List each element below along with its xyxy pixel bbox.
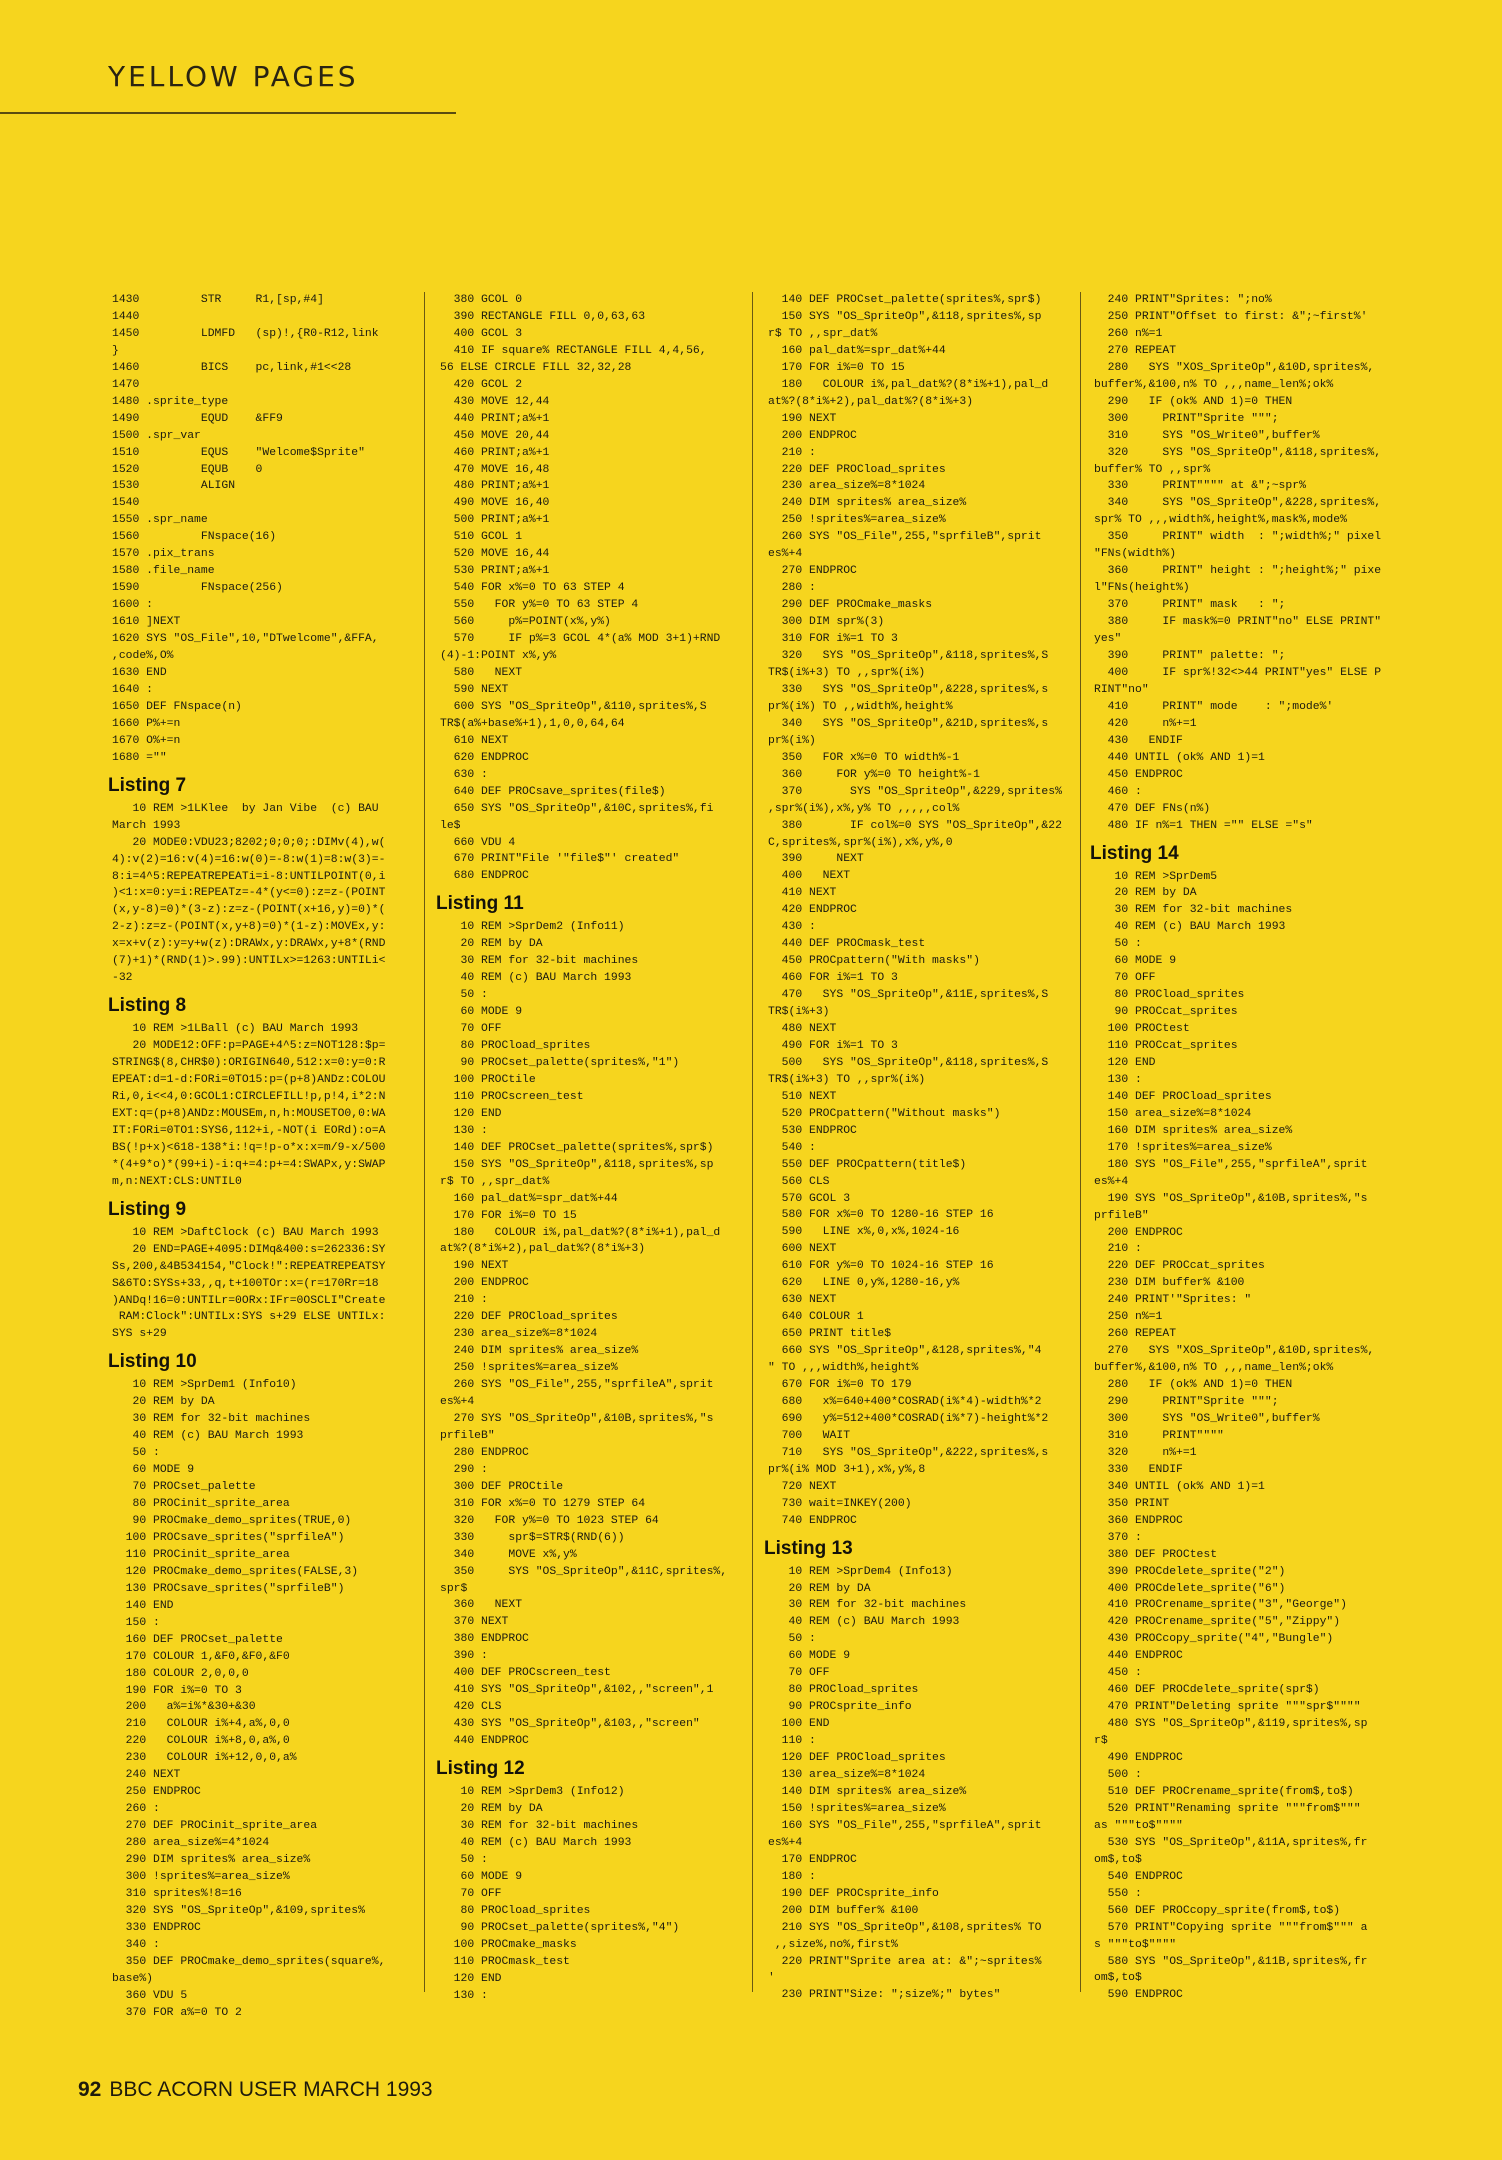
listing-column-1 bbox=[108, 292, 386, 2022]
column-divider-1 bbox=[424, 292, 425, 1992]
listing-heading: Listing 10 bbox=[108, 1351, 197, 1373]
listing-column-3 bbox=[764, 292, 1062, 2004]
code-listing: 380 GCOL 0 390 RECTANGLE FILL 0,0,63,63 400 GCOL 3 410 IF square% RECTANGLE FILL 4,4,56, 56 ELSE CIRCLE FILL 32,32,28 420 GCOL 2 430 MOVE 12,44 440 PRINT;a%+1 450 MOVE 20,44 460 PRINT;a%+1 470 MOVE 16,48 480 PRINT;a%+1 490 MOVE 16,40 500 PRINT;a%+1 510 GCOL 1 520 MOVE 16,44 530 PRINT;a%+1 540 FOR x%=0 TO 63 STEP 4 550 FOR y%=0 TO 63 STEP 4 560 p%=POINT(x%,y%) 570 IF p%=3 GCOL 4*(a% MOD 3+1)+RND (4)-1:POINT x%,y% 580 NEXT 590 NEXT 600 SYS "OS_SpriteOp",&110,sprites%,S TR$(a%+base%+1),1,0,0,64,64 610 NEXT 620 ENDPROC 630 : 640 DEF PROCsave_sprites(file$) 650 SYS "OS_SpriteOp",&10C,sprites%,fi le$ 660 VDU 4 670 PRINT"File '"file$"' created" 680 ENDPROC bbox=[440, 294, 721, 883]
code-listing: 1430 STR R1,[sp,#4] 1440 1450 LDMFD (sp)!,{R0-R12,link } 1460 BICS pc,link,#1<<28 1470 1480 .sprite_type 1490 EQUD &FF9 1500 .spr_var 1510 EQUS "Welcome$Sprite" 1520 EQUB 0 1530 ALIGN 1540 1550 .spr_name 1560 FNspace(16) 1570 .pix_trans 1580 .file_name 1590 FNspace(256) 1600 : 1610 ]NEXT 1620 SYS "OS_File",10,"DTwelcome",&FFA, ,code%,O% 1630 END 1640 : 1650 DEF FNspace(n) 1660 P%+=n 1670 O%+=n 1680 ="" bbox=[112, 294, 379, 764]
section-title: YELLOW PAGES bbox=[108, 60, 359, 93]
listing-heading: Listing 14 bbox=[1090, 842, 1179, 864]
listing-heading: Listing 9 bbox=[108, 1198, 187, 1220]
title-rule bbox=[0, 112, 456, 114]
listing-heading: Listing 7 bbox=[108, 774, 187, 796]
listing-column-2 bbox=[436, 292, 728, 2004]
code-listing: 10 REM >SprDem2 (Info11) 20 REM by DA 30 REM for 32-bit machines 40 REM (c) BAU March 1993 50 : 60 MODE 9 70 OFF 80 PROCload_sprites 90 PROCset_palette(sprites%,"1") 100 PROCtile 110 PROCscreen_test 120 END 130 : 140 DEF PROCset_palette(sprites%,spr$) 150 SYS "OS_SpriteOp",&118,sprites%,sp r$ TO ,,spr_dat% 160 pal_dat%=spr_dat%+44 170 FOR i%=0 TO 15 180 COLOUR i%,pal_dat%?(8*i%+1),pal_d at%?(8*i%+2),pal_dat%?(8*i%+3) 190 NEXT 200 ENDPROC 210 : 220 DEF PROCload_sprites 230 area_size%=8*1024 240 DIM sprites% area_size% 250 !sprites%=area_size% 260 SYS "OS_File",255,"sprfileA",sprit es%+4 270 SYS "OS_SpriteOp",&10B,sprites%,"s prfileB" 280 ENDPROC 290 : 300 DEF PROCtile 310 FOR x%=0 TO 1279 STEP 64 320 FOR y%=0 TO 1023 STEP 64 330 spr$=STR$(RND(6)) 340 MOVE x%,y% 350 SYS "OS_SpriteOp",&11C,sprites%, spr$ 360 NEXT 370 NEXT 380 ENDPROC 390 : 400 DEF PROCscreen_test 410 SYS "OS_SpriteOp",&102,,"screen",1 420 CLS 430 SYS "OS_SpriteOp",&103,,"screen" 440 ENDPROC bbox=[440, 921, 728, 1748]
code-listing: 10 REM >SprDem5 20 REM by DA 30 REM for 32-bit machines 40 REM (c) BAU March 1993 50 : 60 MODE 9 70 OFF 80 PROCload_sprites 90 PROCcat_sprites 100 PROCtest 110 PROCcat_sprites 120 END 130 : 140 DEF PROCload_sprites 150 area_size%=8*1024 160 DIM sprites% area_size% 170 !sprites%=area_size% 180 SYS "OS_File",255,"sprfileA",sprit es%+4 190 SYS "OS_SpriteOp",&10B,sprites%,"s prfileB" 200 ENDPROC 210 : 220 DEF PROCcat_sprites 230 DIM buffer% &100 240 PRINT'"Sprites: " 250 n%=1 260 REPEAT 270 SYS "XOS_SpriteOp",&10D,sprites%, buffer%,&100,n% TO ,,,name_len%;ok% 280 IF (ok% AND 1)=0 THEN 290 PRINT"Sprite """; 300 SYS "OS_Write0",buffer% 310 PRINT"""" 320 n%+=1 330 ENDIF 340 UNTIL (ok% AND 1)=1 350 PRINT 360 ENDPROC 370 : 380 DEF PROCtest 390 PROCdelete_sprite("2") 400 PROCdelete_sprite("6") 410 PROCrename_sprite("3","George") 420 PROCrename_sprite("5","Zippy") 430 PROCcopy_sprite("4","Bungle") 440 ENDPROC 450 : 460 DEF PROCdelete_sprite(spr$) 470 PRINT"Deleting sprite """spr$"""" 480 SYS "OS_SpriteOp",&119,sprites%,sp r$ 490 ENDPROC 500 : 510 DEF PROCrename_sprite(from$,to$) 520 PRINT"Renaming sprite """from$""" as """to$"""" 530 SYS "OS_SpriteOp",&11A,sprites%,fr om$,to$ 540 ENDPROC 550 : 560 DEF PROCcopy_sprite(from$,to$) 570 PRINT"Copying sprite """from$""" a s """to$"""" 580 SYS "OS_SpriteOp",&11B,sprites%,fr om$,to$ 590 ENDPROC bbox=[1094, 870, 1375, 2002]
page-number: 92 bbox=[78, 2078, 102, 2101]
column-divider-2 bbox=[752, 292, 753, 1992]
code-listing: 10 REM >SprDem4 (Info13) 20 REM by DA 30 REM for 32-bit machines 40 REM (c) BAU March 1993 50 : 60 MODE 9 70 OFF 80 PROCload_sprites 90 PROCsprite_info 100 END 110 : 120 DEF PROCload_sprites 130 area_size%=8*1024 140 DIM sprites% area_size% 150 !sprites%=area_size% 160 SYS "OS_File",255,"sprfileA",sprit es%+4 170 ENDPROC 180 : 190 DEF PROCsprite_info 200 DIM buffer% &100 210 SYS "OS_SpriteOp",&108,sprites% TO ,,size%,no%,first% 220 PRINT"Sprite area at: &";~sprites% ' 230 PRINT"Size: ";size%;" bytes" bbox=[768, 1565, 1042, 2002]
code-listing: 10 REM >1LBall (c) BAU March 1993 20 MODE12:OFF:p=PAGE+4^5:z=NOT128:$p= STRING$(8,CHR$0):ORIGIN640,512:x=0:y=0:R EPEAT:d=1-d:FORi=0TO15:p=(p+8)ANDz:COLOU Ri,0,i<<4,0:GCOL1:CIRCLEFILL!p,p!4,i*2:N EXT:q=(p+8)ANDz:MOUSEm,n,h:MOUSETO0,0:WA IT:FORi=0TO1:SYS6,112+i,-NOT(i EORd):o=A BS(!p+x)<618-138*i:!q=!p-o*x:x=m/9-x/500 *(4+9*o)*(99+i)-i:q+=4:p+=4:SWAPx,y:SWAP m,n:NEXT:CLS:UNTIL0 bbox=[112, 1023, 386, 1188]
publication-name: BBC ACORN USER MARCH 1993 bbox=[109, 2078, 433, 2101]
listing-heading: Listing 12 bbox=[436, 1758, 525, 1780]
listing-column-4 bbox=[1090, 292, 1382, 2004]
code-listing: 140 DEF PROCset_palette(sprites%,spr$) 150 SYS "OS_SpriteOp",&118,sprites%,sp r$ TO ,,spr_dat% 160 pal_dat%=spr_dat%+44 170 FOR i%=0 TO 15 180 COLOUR i%,pal_dat%?(8*i%+1),pal_d at%?(8*i%+2),pal_dat%?(8*i%+3) 190 NEXT 200 ENDPROC 210 : 220 DEF PROCload_sprites 230 area_size%=8*1024 240 DIM sprites% area_size% 250 !sprites%=area_size% 260 SYS "OS_File",255,"sprfileB",sprit es%+4 270 ENDPROC 280 : 290 DEF PROCmake_masks 300 DIM spr%(3) 310 FOR i%=1 TO 3 320 SYS "OS_SpriteOp",&118,sprites%,S TR$(i%+3) TO ,,spr%(i%) 330 SYS "OS_SpriteOp",&228,sprites%,s pr%(i%) TO ,,width%,height% 340 SYS "OS_SpriteOp",&21D,sprites%,s pr%(i%) 350 FOR x%=0 TO width%-1 360 FOR y%=0 TO height%-1 370 SYS "OS_SpriteOp",&229,sprites% ,spr%(i%),x%,y% TO ,,,,,col% 380 IF col%=0 SYS "OS_SpriteOp",&22 C,sprites%,spr%(i%),x%,y%,0 390 NEXT 400 NEXT 410 NEXT 420 ENDPROC 430 : 440 DEF PROCmask_test 450 PROCpattern("With masks") 460 FOR i%=1 TO 3 470 SYS "OS_SpriteOp",&11E,sprites%,S TR$(i%+3) 480 NEXT 490 FOR i%=1 TO 3 500 SYS "OS_SpriteOp",&118,sprites%,S TR$(i%+3) TO ,,spr%(i%) 510 NEXT 520 PROCpattern("Without masks") 530 ENDPROC 540 : 550 DEF PROCpattern(title$) 560 CLS 570 GCOL 3 580 FOR x%=0 TO 1280-16 STEP 16 590 LINE x%,0,x%,1024-16 600 NEXT 610 FOR y%=0 TO 1024-16 STEP 16 620 LINE 0,y%,1280-16,y% 630 NEXT 640 COLOUR 1 650 PRINT title$ 660 SYS "OS_SpriteOp",&128,sprites%,"4 " TO ,,,width%,height% 670 FOR i%=0 TO 179 680 x%=640+400*COSRAD(i%*4)-width%*2 690 y%=512+400*COSRAD(i%*7)-height%*2 700 WAIT 710 SYS "OS_SpriteOp",&222,sprites%,s pr%(i% MOD 3+1),x%,y%,8 720 NEXT 730 wait=INKEY(200) 740 ENDPROC bbox=[768, 294, 1062, 1527]
code-listing: 10 REM >SprDem3 (Info12) 20 REM by DA 30 REM for 32-bit machines 40 REM (c) BAU March 1993 50 : 60 MODE 9 70 OFF 80 PROCload_sprites 90 PROCset_palette(sprites%,"4") 100 PROCmake_masks 110 PROCmask_test 120 END 130 : bbox=[453, 1786, 680, 2002]
page-footer bbox=[78, 2078, 433, 2102]
code-listing: 10 REM >1LKlee by Jan Vibe (c) BAU March 1993 20 MODE0:VDU23;8202;0;0;0;:DIMv(4),w( 4):v(2)=16:v(4)=16:w(0)=-8:w(1)=8:w(3)=- 8:i=4^5:REPEATREPEATi=i-8:UNTILPOINT(0,i )<1:x=0:y=i:REPEATz=-4*(y<=0):z=z-(POINT (x,y-8)=0)*(3-z):z=z-(POINT(x+16,y)=0)*( 2-z):z=z-(POINT(x,y+8)=0)*(1-z):MOVEx,y: x=x+v(z):y=y+w(z):DRAWx,y:DRAWx,y+8*(RND (7)+1)*(RND(1)>.99):UNTILx>=1263:UNTILi< -32 bbox=[112, 802, 386, 985]
listing-heading: Listing 13 bbox=[764, 1537, 853, 1559]
code-listing: 240 PRINT"Sprites: ";no% 250 PRINT"Offset to first: &";~first%' 260 n%=1 270 REPEAT 280 SYS "XOS_SpriteOp",&10D,sprites%, buffer%,&100,n% TO ,,,name_len%;ok% 290 IF (ok% AND 1)=0 THEN 300 PRINT"Sprite """; 310 SYS "OS_Write0",buffer% 320 SYS "OS_SpriteOp",&118,sprites%, buffer% TO ,,spr% 330 PRINT"""" at &";~spr% 340 SYS "OS_SpriteOp",&228,sprites%, spr% TO ,,,width%,height%,mask%,mode% 350 PRINT" width : ";width%;" pixel "FNs(width%) 360 PRINT" height : ";height%;" pixe l"FNs(height%) 370 PRINT" mask : "; 380 IF mask%=0 PRINT"no" ELSE PRINT" yes" 390 PRINT" palette: "; 400 IF spr%!32<>44 PRINT"yes" ELSE P RINT"no" 410 PRINT" mode : ";mode%' 420 n%+=1 430 ENDIF 440 UNTIL (ok% AND 1)=1 450 ENDPROC 460 : 470 DEF FNs(n%) 480 IF n%=1 THEN ="" ELSE ="s" bbox=[1094, 294, 1382, 832]
code-listing: 10 REM >SprDem1 (Info10) 20 REM by DA 30 REM for 32-bit machines 40 REM (c) BAU March 1993 50 : 60 MODE 9 70 PROCset_palette 80 PROCinit_sprite_area 90 PROCmake_demo_sprites(TRUE,0) 100 PROCsave_sprites("sprfileA") 110 PROCinit_sprite_area 120 PROCmake_demo_sprites(FALSE,3) 130 PROCsave_sprites("sprfileB") 140 END 150 : 160 DEF PROCset_palette 170 COLOUR 1,&F0,&F0,&F0 180 COLOUR 2,0,0,0 190 FOR i%=0 TO 3 200 a%=i%*&30+&30 210 COLOUR i%+4,a%,0,0 220 COLOUR i%+8,0,a%,0 230 COLOUR i%+12,0,0,a% 240 NEXT 250 ENDPROC 260 : 270 DEF PROCinit_sprite_area 280 area_size%=4*1024 290 DIM sprites% area_size% 300 !sprites%=area_size% 310 sprites%!8=16 320 SYS "OS_SpriteOp",&109,sprites% 330 ENDPROC 340 : 350 DEF PROCmake_demo_sprites(square%, base%) 360 VDU 5 370 FOR a%=0 TO 2 bbox=[112, 1379, 386, 2019]
code-listing: 10 REM >DaftClock (c) BAU March 1993 20 END=PAGE+4095:DIMq&400:s=262336:SY Ss,200,&4B534154,"Clock!":REPEATREPEATSY S&6TO:SYSs+33,,q,t+100TOr:x=(r=170Rr=18 )ANDq!16=0:UNTILr=0ORx:IFr=0OSCLI"Create RAM:Clock":UNTILx:SYS s+29 ELSE UNTILx: SYS s+29 bbox=[112, 1226, 386, 1341]
listing-heading: Listing 11 bbox=[436, 893, 524, 915]
listing-heading: Listing 8 bbox=[108, 995, 187, 1017]
column-divider-3 bbox=[1080, 292, 1081, 1992]
